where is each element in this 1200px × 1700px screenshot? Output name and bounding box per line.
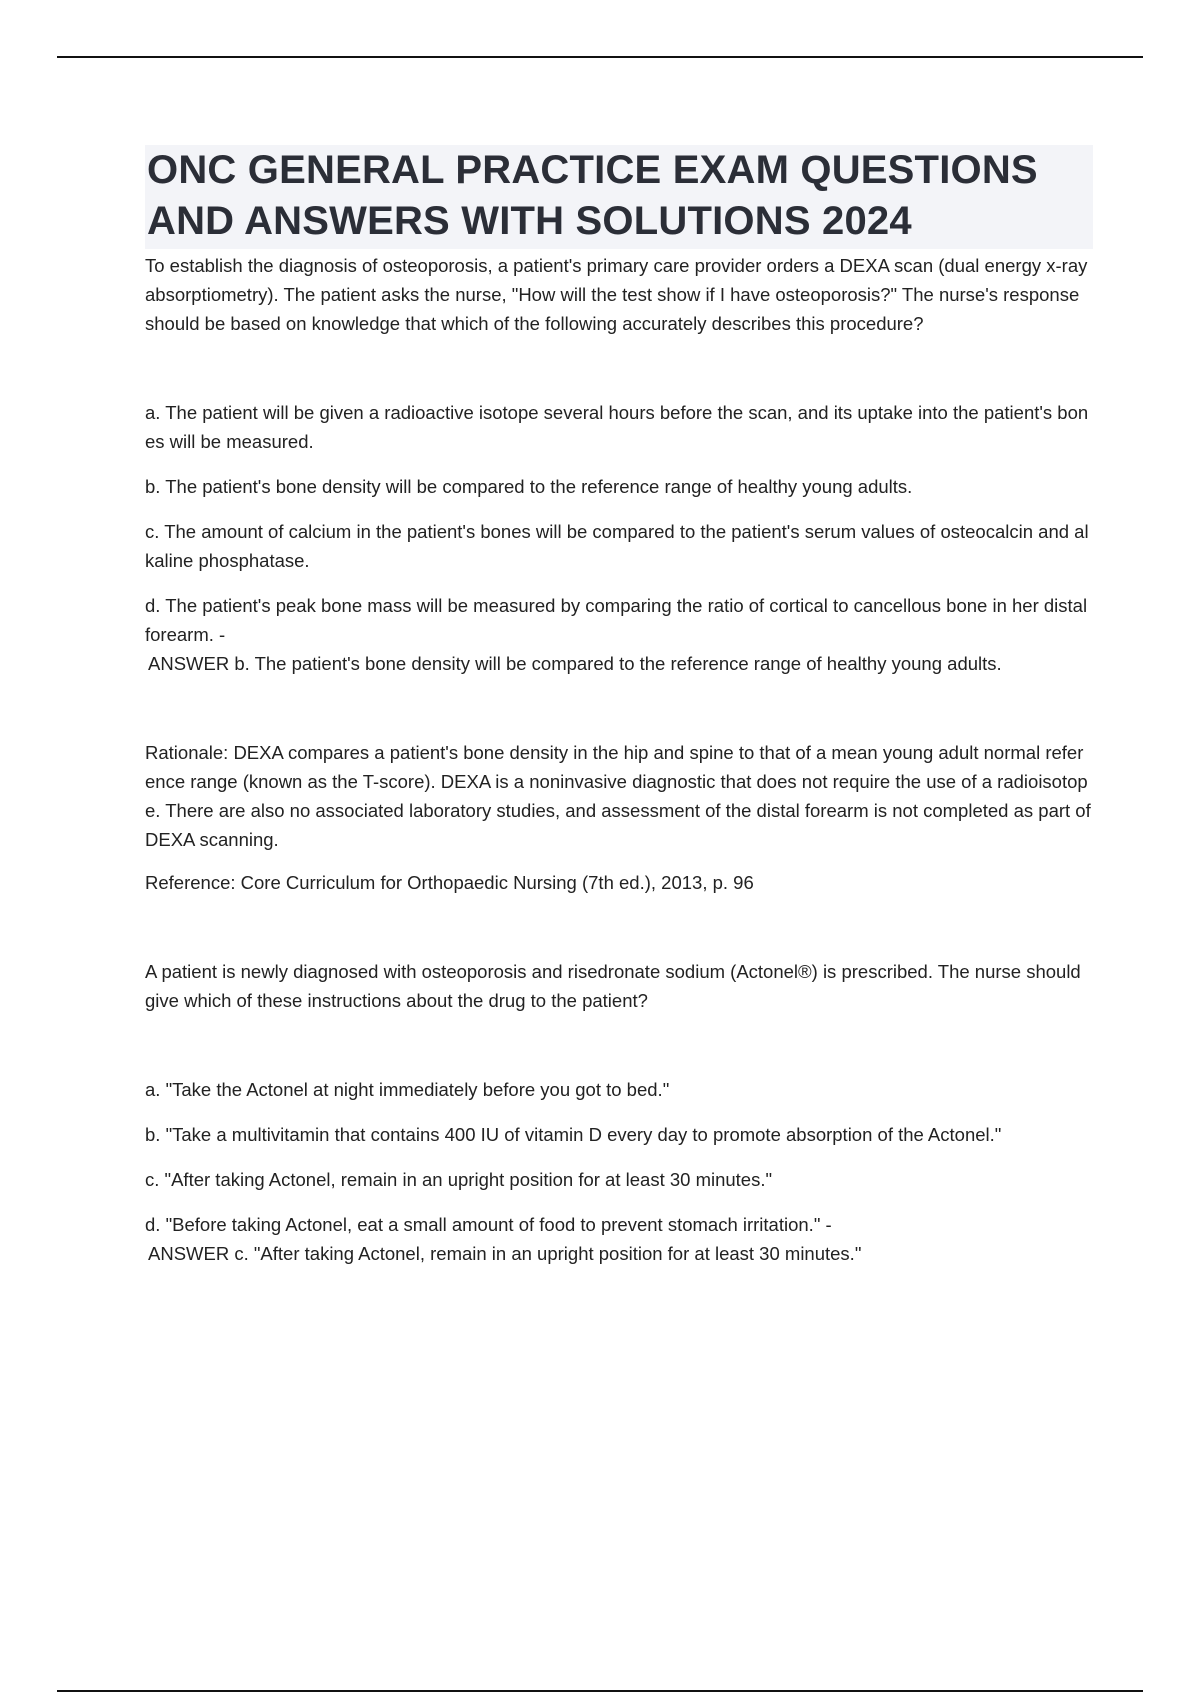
question-1-rationale: Rationale: DEXA compares a patient's bone density in the hip and spine to that of a mean young adult normal reference range (known as the T-score). DEXA is a noninvasive diagnostic that does not require the use of a radioisotope. There are also no associated laboratory studies, and assessment of the distal forearm is not completed as part of DEXA scanning. [145, 742, 1091, 850]
question-2-option-a: a. "Take the Actonel at night immediately before you got to bed." [145, 1079, 670, 1100]
question-2-option-b: b. "Take a multivitamin that contains 400 IU of vitamin D every day to promote absorption of the Actonel." [145, 1124, 1002, 1145]
question-1-option-d: d. The patient's peak bone mass will be measured by comparing the ratio of cortical to cancellous bone in her distal forearm. - [145, 595, 1088, 645]
document-title: ONC GENERAL PRACTICE EXAM QUESTIONS AND ANSWERS WITH SOLUTIONS 2024 [147, 148, 1038, 243]
top-rule [57, 56, 1143, 58]
question-2-option-d: d. "Before taking Actonel, eat a small amount of food to prevent stomach irritation." - [145, 1214, 832, 1235]
question-1-reference: Reference: Core Curriculum for Orthopaedic Nursing (7th ed.), 2013, p. 96 [145, 872, 754, 893]
question-2-stem: A patient is newly diagnosed with osteoporosis and risedronate sodium (Actonel®) is prescribed. The nurse should give which of these instructions about the drug to the patient? [145, 961, 1081, 1011]
question-1-stem: To establish the diagnosis of osteoporosis, a patient's primary care provider orders a DEXA scan (dual energy x-ray absorptiometry). The patient asks the nurse, "How will the test show if I have osteoporosis?" The nurse's response should be based on knowledge that which of the following accurately describes this procedure? [145, 255, 1088, 334]
question-1-option-b: b. The patient's bone density will be compared to the reference range of healthy young adults. [145, 476, 913, 497]
question-1-option-a: a. The patient will be given a radioactive isotope several hours before the scan, and its uptake into the patient's bones will be measured. [145, 402, 1089, 452]
document-body [145, 145, 1093, 1268]
question-1-option-c: c. The amount of calcium in the patient's bones will be compared to the patient's serum values of osteocalcin and alkaline phosphatase. [145, 521, 1089, 571]
question-2-answer: ANSWER c. "After taking Actonel, remain in an upright position for at least 30 minutes." [148, 1243, 862, 1264]
question-1-answer: ANSWER b. The patient's bone density will be compared to the reference range of healthy young adults. [148, 653, 1002, 674]
title-block [145, 145, 1093, 249]
question-2-option-c: c. "After taking Actonel, remain in an upright position for at least 30 minutes." [145, 1169, 773, 1190]
bottom-rule [57, 1690, 1143, 1692]
